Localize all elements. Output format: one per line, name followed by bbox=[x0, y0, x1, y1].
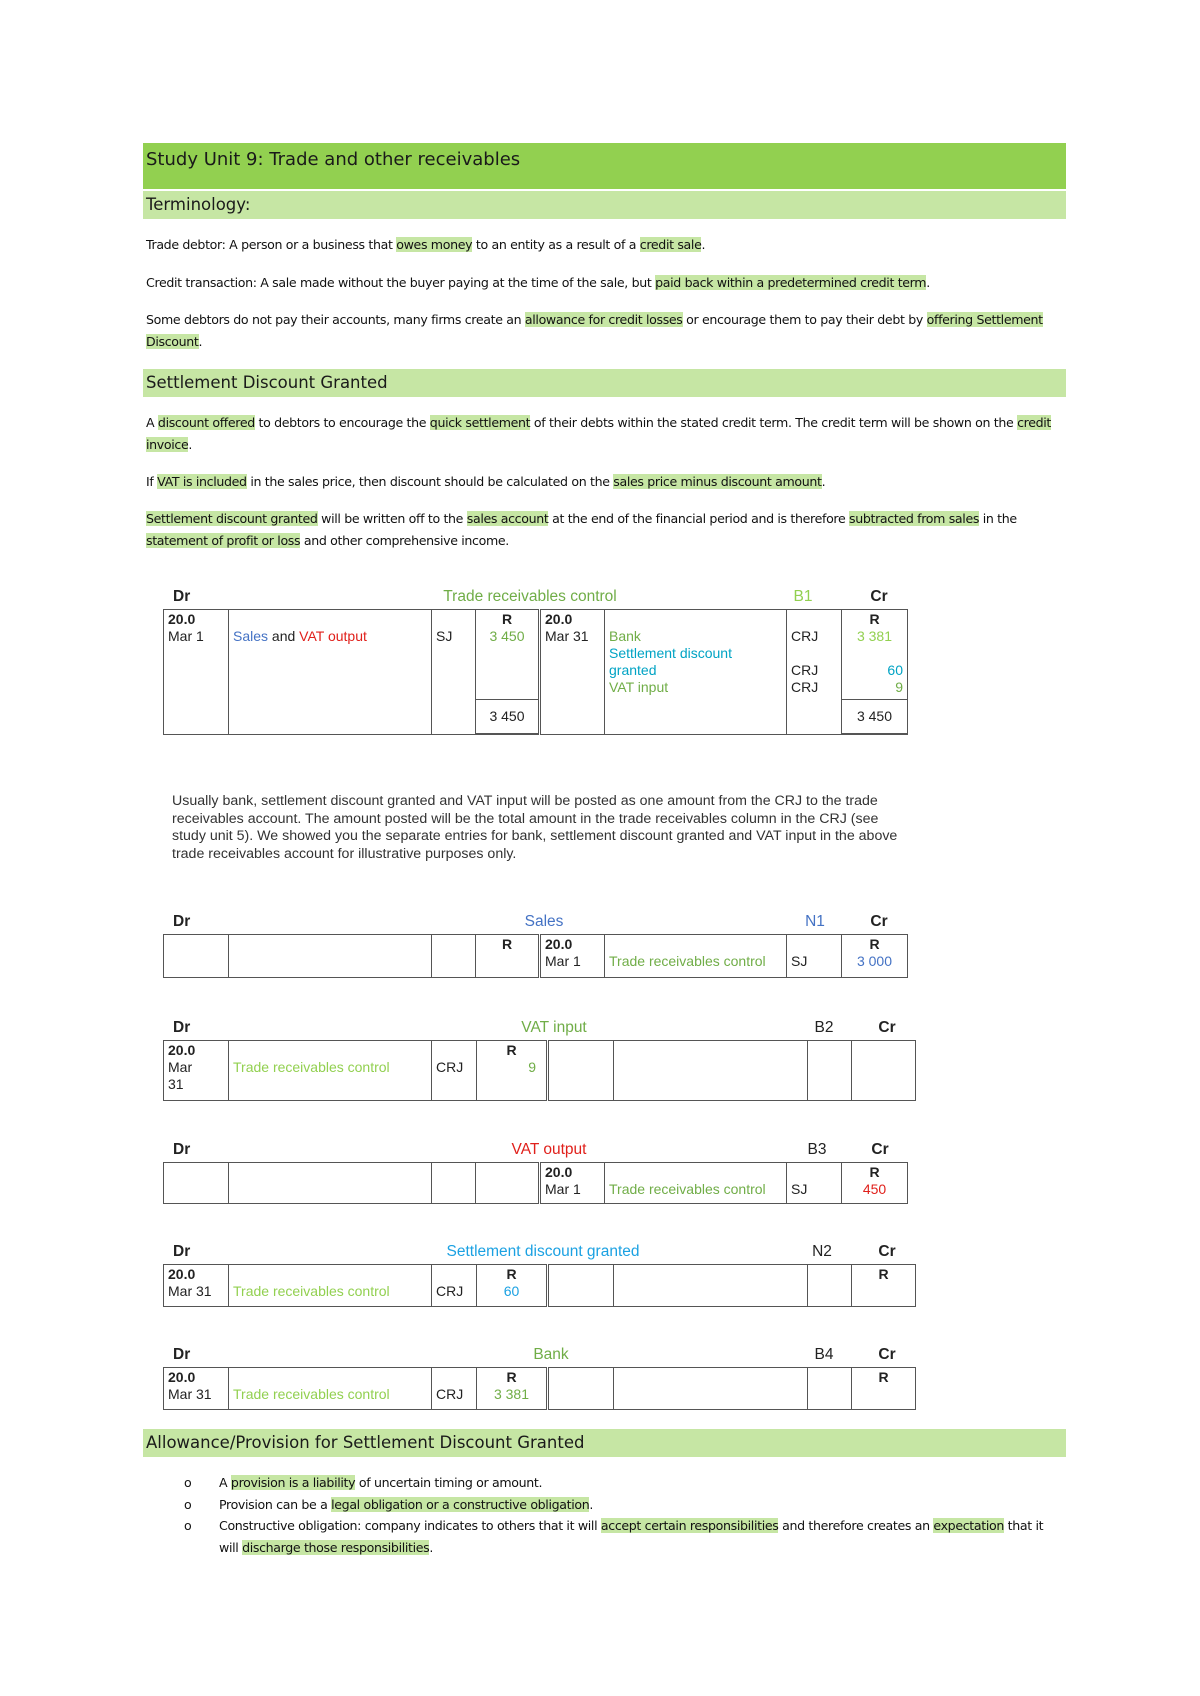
ledger-table: 20.0 Mar 31 Trade receivables control CRJ R 60 R bbox=[163, 1264, 916, 1307]
ledger-trade-receivables-control bbox=[163, 587, 908, 735]
trade-debtor-definition: Trade debtor: A person or a business that owes money to an entity as a result of a credit sale. bbox=[146, 237, 706, 252]
section-heading-terminology: Terminology: bbox=[143, 191, 1066, 219]
ledger-sales bbox=[163, 912, 908, 978]
date-cell: 20.0 Mar 1 bbox=[164, 610, 229, 735]
vat-paragraph: If VAT is included in the sales price, then discount should be calculated on the sales price minus discount amount. bbox=[146, 474, 826, 489]
list-item: o Provision can be a legal obligation or a constructive obligation. bbox=[146, 1494, 1056, 1516]
dr-label: Dr bbox=[173, 1141, 191, 1158]
dr-label: Dr bbox=[173, 913, 191, 930]
list-item: o Constructive obligation: company indicates to others that it will accept certain responsibilities and therefore creates an expectation that it will discharge those responsibilities. bbox=[146, 1515, 1056, 1558]
ledger-vat-input bbox=[163, 1018, 916, 1101]
dr-label: Dr bbox=[173, 588, 191, 605]
details-cell: Sales and VAT output bbox=[229, 610, 432, 735]
allowance-bullet-list bbox=[146, 1472, 1056, 1558]
cr-label: Cr bbox=[878, 1019, 896, 1036]
amount-cell: R 3 381 60 9 3 450 bbox=[842, 610, 908, 735]
folio-cell: SJ bbox=[432, 610, 476, 735]
ledger-title: Bank bbox=[533, 1346, 569, 1363]
ledger-title: VAT output bbox=[511, 1141, 587, 1158]
bullet-marker: o bbox=[184, 1475, 192, 1490]
ledger-table: 20.0 Mar 31 Trade receivables control CRJ R 3 381 R bbox=[163, 1367, 916, 1410]
ledger-table: R 20.0 Mar 1 Trade receivables control SJ R 3 000 bbox=[163, 934, 908, 978]
folio-cell: CRJ CRJ CRJ bbox=[787, 610, 842, 735]
ledger-title: Settlement discount granted bbox=[446, 1243, 640, 1260]
dr-label: Dr bbox=[173, 1243, 191, 1260]
ledger-vat-output bbox=[163, 1140, 908, 1204]
dr-label: Dr bbox=[173, 1346, 191, 1363]
list-item: o A provision is a liability of uncertain timing or amount. bbox=[146, 1472, 1056, 1494]
cr-label: Cr bbox=[878, 1243, 896, 1260]
ledger-title: Sales bbox=[524, 913, 564, 930]
credit-transaction-definition: Credit transaction: A sale made without the buyer paying at the time of the sale, but paid back within a predetermined credit term. bbox=[146, 275, 930, 290]
ledger-code: B1 bbox=[793, 588, 813, 605]
ledger-table: 20.0 Mar 31 Trade receivables control CRJ R 9 bbox=[163, 1040, 916, 1101]
ledger-code: B2 bbox=[814, 1019, 834, 1036]
ledger-settlement-discount-granted bbox=[163, 1242, 916, 1307]
date-cell: 20.0 Mar 31 bbox=[540, 610, 605, 735]
section-heading-settlement-discount: Settlement Discount Granted bbox=[143, 369, 1066, 397]
bullet-marker: o bbox=[184, 1518, 192, 1533]
page-title: Study Unit 9: Trade and other receivables bbox=[143, 143, 1066, 189]
ledger-code: N2 bbox=[812, 1243, 832, 1260]
ledger-title: Trade receivables control bbox=[443, 588, 617, 605]
debtors-paragraph: Some debtors do not pay their accounts, many firms create an allowance for credit losses or encourage them to pay their debt by offering Settlement Discount. bbox=[146, 312, 1043, 349]
cr-label: Cr bbox=[870, 913, 888, 930]
ledger-bank bbox=[163, 1345, 916, 1410]
bullet-marker: o bbox=[184, 1496, 192, 1512]
cr-label: Cr bbox=[871, 1141, 889, 1158]
cr-label: Cr bbox=[870, 588, 888, 605]
ledger-table: 20.0 Mar 1 Trade receivables control SJ R 450 bbox=[163, 1162, 908, 1204]
settlement-discount-definition: A discount offered to debtors to encourage the quick settlement of their debts within the stated credit term. The credit term will be shown on the credit invoice. bbox=[146, 415, 1051, 452]
ledger-code: N1 bbox=[805, 913, 825, 930]
ledger-code: B4 bbox=[814, 1346, 834, 1363]
details-cell: Bank Settlement discount granted VAT input bbox=[605, 610, 787, 735]
ledger-code: B3 bbox=[807, 1141, 827, 1158]
cr-label: Cr bbox=[878, 1346, 896, 1363]
dr-label: Dr bbox=[173, 1019, 191, 1036]
ledger-table bbox=[163, 609, 908, 735]
crj-posting-note: Usually bank, settlement discount granted and VAT input will be posted as one amount from the CRJ to the trade receivables account. The amount posted will be the total amount in the trade receivables column in the CRJ (see study unit 5). We showed you the separate entries for bank, settlement discount granted and VAT input in the above trade receivables account for illustrative purposes only. bbox=[172, 793, 898, 862]
amount-cell: R 3 450 3 450 bbox=[476, 610, 540, 735]
total-left: 3 450 bbox=[476, 700, 538, 734]
ledger-title: VAT input bbox=[521, 1019, 587, 1036]
section-heading-allowance: Allowance/Provision for Settlement Discount Granted bbox=[143, 1429, 1066, 1457]
total-right: 3 450 bbox=[842, 700, 907, 734]
write-off-paragraph: Settlement discount granted will be written off to the sales account at the end of the financial period and is therefore subtracted from sales in the statement of profit or loss and other comprehensive income. bbox=[146, 511, 1017, 548]
